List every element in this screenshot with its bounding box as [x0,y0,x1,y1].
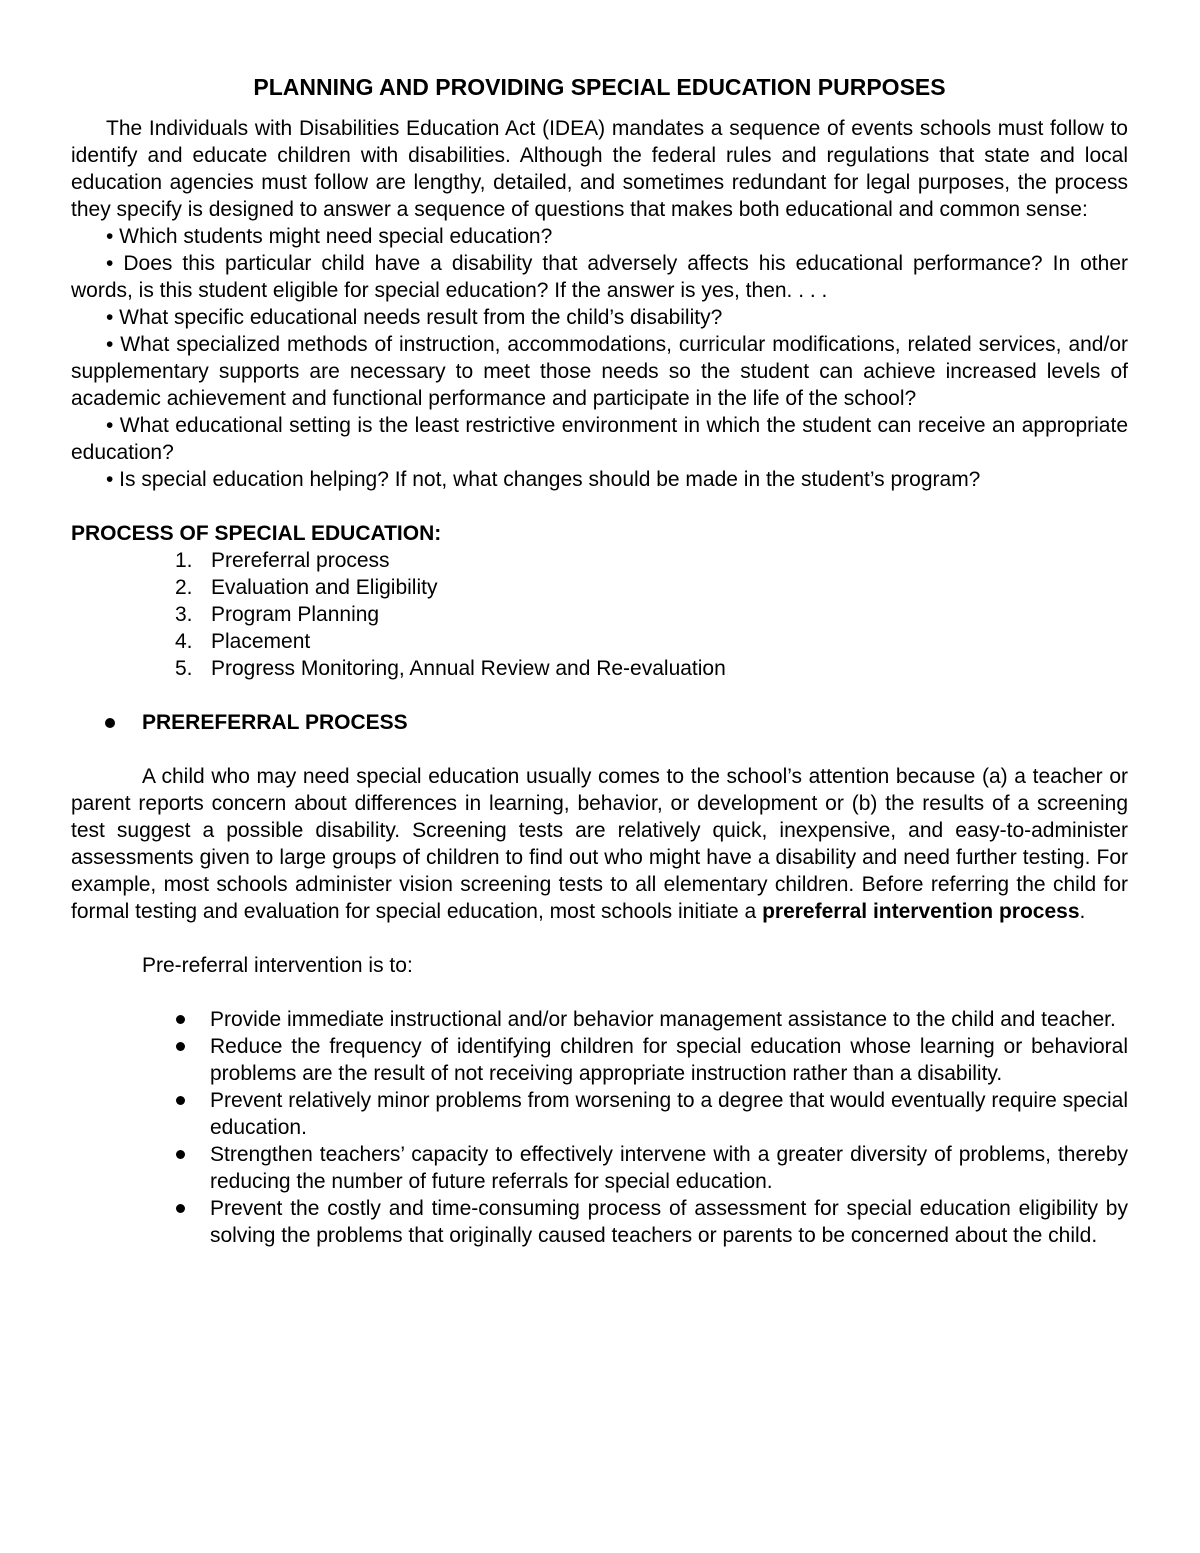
document-title: PLANNING AND PROVIDING SPECIAL EDUCATION PURPOSES [253,74,946,100]
bullet-icon [176,1096,185,1105]
step-label: Prereferral process [211,549,390,572]
bullet-icon [176,1042,185,1051]
step-label: Progress Monitoring, Annual Review and Re-evaluation [211,657,726,680]
prereferral-heading-text: PREREFERRAL PROCESS [142,711,408,734]
question-4: • What specialized methods of instruction, accommodations, curricular modifications, related services, and/or supplementary supports are necessary to meet those needs so the student can achieve increased levels of academic achievement and functional performance and participate in the life of the school? [71,333,1128,410]
intervention-list [71,1006,1128,1249]
process-step [71,574,1128,601]
process-step [71,601,1128,628]
list-item [71,1006,1128,1033]
bullet-icon [105,718,115,728]
process-step [71,547,1128,574]
list-item-text: Prevent the costly and time-consuming process of assessment for special education eligibility by solving the problems that originally caused teachers or parents to be concerned about the child. [210,1197,1128,1247]
process-heading: PROCESS OF SPECIAL EDUCATION: [71,522,442,545]
step-number: 2. [175,576,193,599]
process-step [71,655,1128,682]
list-item-text: Strengthen teachers’ capacity to effectively intervene with a greater diversity of problems, thereby reducing the number of future referrals for special education. [210,1143,1128,1193]
prereferral-heading [71,709,1128,736]
intervention-intro: Pre-referral intervention is to: [142,954,413,977]
step-number: 3. [175,603,193,626]
question-2: • Does this particular child have a disability that adversely affects his educational performance? In other words, is this student eligible for special education? If the answer is yes, then. . . . [71,252,1128,302]
step-number: 1. [175,549,193,572]
prereferral-paragraph-text: A child who may need special education usually comes to the school’s attention because (a) a teacher or parent reports concern about differences in learning, behavior, or development or (b) the results of a screening test suggest a possible disability. Screening tests are relatively quick, inexpensive, and easy-to-administer assessments given to large groups of children to find out who might have a disability and need further testing. For example, most schools administer vision screening tests to all elementary children. Before referring the child for formal testing and evaluation for special education, most schools initiate a [71,765,1128,923]
step-number: 5. [175,657,193,680]
prereferral-bold-phrase: prereferral intervention process [762,900,1080,923]
question-1: • Which students might need special education? [106,225,553,248]
intro-paragraph: The Individuals with Disabilities Education Act (IDEA) mandates a sequence of events schools must follow to identify and educate children with disabilities. Although the federal rules and regulations that state and local education agencies must follow are lengthy, detailed, and sometimes redundant for legal purposes, the process they specify is designed to answer a sequence of questions that makes both educational and common sense: [71,117,1128,221]
step-label: Placement [211,630,311,653]
step-number: 4. [175,630,193,653]
list-item-text: Provide immediate instructional and/or behavior management assistance to the child and teacher. [210,1008,1116,1031]
process-step [71,628,1128,655]
list-item-text: Prevent relatively minor problems from worsening to a degree that would eventually require special education. [210,1089,1128,1139]
list-item [71,1141,1128,1195]
question-3: • What specific educational needs result from the child’s disability? [106,306,723,329]
list-item [71,1195,1128,1249]
document-page [71,72,1128,1249]
step-label: Program Planning [211,603,380,626]
process-list [71,547,1128,682]
step-label: Evaluation and Eligibility [211,576,438,599]
bullet-icon [176,1204,185,1213]
bullet-icon [176,1015,185,1024]
question-6: • Is special education helping? If not, what changes should be made in the student’s program? [106,468,981,491]
prereferral-paragraph [71,763,1128,925]
question-5: • What educational setting is the least restrictive environment in which the student can receive an appropriate education? [71,414,1128,464]
bullet-icon [176,1150,185,1159]
list-item [71,1033,1128,1087]
list-item [71,1087,1128,1141]
list-item-text: Reduce the frequency of identifying children for special education whose learning or behavioral problems are the result of not receiving appropriate instruction rather than a disability. [210,1035,1128,1085]
prereferral-end-punct: . [1079,900,1086,923]
